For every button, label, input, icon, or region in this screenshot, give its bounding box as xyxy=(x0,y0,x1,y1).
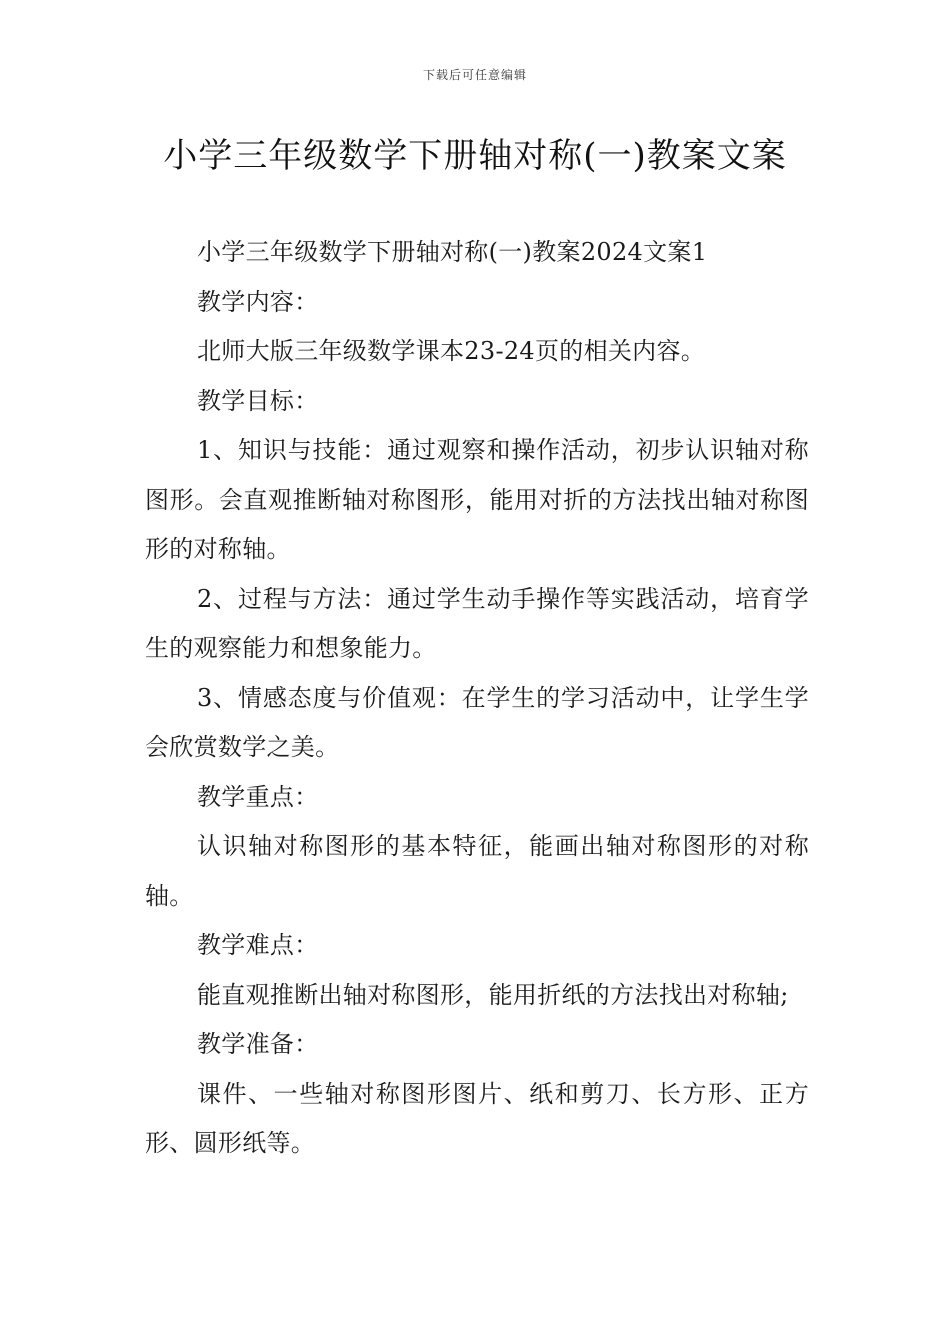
paragraph-subtitle: 小学三年级数学下册轴对称(一)教案2024文案1 xyxy=(197,238,708,266)
paragraph-content-heading: 教学内容： xyxy=(197,287,319,316)
document-title: 小学三年级数学下册轴对称(一)教案文案 xyxy=(163,136,787,176)
document-body xyxy=(145,228,809,1169)
paragraph-goal-1: 1、知识与技能：通过观察和操作活动，初步认识轴对称图形。会直观推断轴对称图形，能用对折的方法找出轴对称图形的对称轴。 xyxy=(145,436,809,563)
paragraph-goal-2: 2、过程与方法：通过学生动手操作等实践活动，培育学生的观察能力和想象能力。 xyxy=(145,584,809,662)
paragraph-key-points-heading: 教学重点： xyxy=(197,782,319,811)
paragraph-goal-3: 3、情感态度与价值观：在学生的学习活动中，让学生学会欣赏数学之美。 xyxy=(145,683,809,761)
paragraph-difficulties: 能直观推断出轴对称图形，能用折纸的方法找出对称轴; xyxy=(197,980,789,1009)
paragraph-difficulties-heading: 教学难点： xyxy=(197,931,319,959)
paragraph-preparation: 课件、一些轴对称图形图片、纸和剪刀、长方形、正方形、圆形纸等。 xyxy=(145,1079,809,1157)
paragraph-preparation-heading: 教学准备： xyxy=(197,1030,319,1058)
header-note: 下载后可任意编辑 xyxy=(422,68,527,82)
paragraph-content: 北师大版三年级数学课本23-24页的相关内容。 xyxy=(197,337,706,365)
paragraph-goals-heading: 教学目标： xyxy=(197,386,319,415)
paragraph-key-points: 认识轴对称图形的基本特征，能画出轴对称图形的对称轴。 xyxy=(145,832,809,910)
